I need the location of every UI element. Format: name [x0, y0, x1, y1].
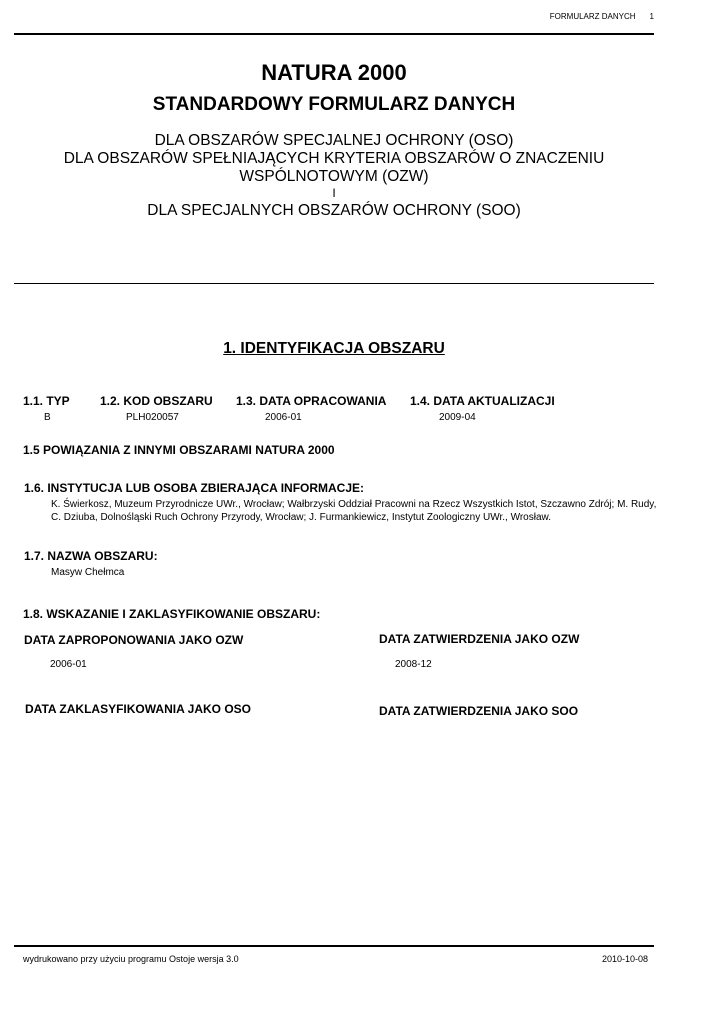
page-header	[0, 12, 654, 21]
data-opracowania-label: 1.3. DATA OPRACOWANIA	[236, 394, 387, 408]
footer-date: 2010-10-08	[601, 954, 648, 964]
data-aktualizacji-label: 1.4. DATA AKTUALIZACJI	[410, 394, 555, 408]
header-rule	[14, 33, 654, 35]
section-heading: 1. IDENTYFIKACJA OBSZARU	[223, 340, 445, 357]
kod-label: 1.2. KOD OBSZARU	[100, 394, 213, 408]
zatwierdzenia-ozw-label: DATA ZATWIERDZENIA JAKO OZW	[379, 632, 580, 646]
instytucja-label: 1.6. INSTYTUCJA LUB OSOBA ZBIERAJĄCA INFORMACJE:	[24, 481, 365, 495]
title-lines	[14, 132, 654, 220]
title-line: I	[332, 186, 336, 200]
footer-rule	[14, 945, 654, 947]
typ-label: 1.1. TYP	[23, 394, 70, 408]
title-line: WSPÓLNOTOWYM (OZW)	[239, 168, 429, 185]
powiazania-label: 1.5 POWIĄZANIA Z INNYMI OBSZARAMI NATURA 2000	[23, 443, 335, 457]
footer-program: wydrukowano przy użyciu programu Ostoje wersja 3.0	[23, 954, 239, 964]
subtitle: STANDARDOWY FORMULARZ DANYCH	[152, 94, 516, 115]
nazwa-label: 1.7. NAZWA OBSZARU:	[24, 549, 158, 563]
nazwa-value: Masyw Chełmca	[51, 567, 125, 578]
title-rule	[14, 283, 654, 284]
wskazanie-label: 1.8. WSKAZANIE I ZAKLASYFIKOWANIE OBSZARU:	[23, 607, 321, 621]
page-number: 1	[649, 12, 654, 21]
zatwierdzenia-ozw-value: 2008-12	[395, 659, 432, 670]
zatwierdzenia-soo-label: DATA ZATWIERDZENIA JAKO SOO	[379, 704, 579, 718]
header-title: FORMULARZ DANYCH	[549, 12, 636, 21]
kod-value: PLH020057	[126, 412, 179, 423]
title-line: DLA OBSZARÓW SPECJALNEJ OCHRONY (OSO)	[154, 132, 514, 149]
data-opracowania-value: 2006-01	[265, 412, 302, 423]
title-line: DLA SPECJALNYCH OBSZARÓW OCHRONY (SOO)	[147, 202, 521, 219]
main-title: NATURA 2000	[261, 60, 407, 85]
zaklasyfikowania-oso-label: DATA ZAKLASYFIKOWANIA JAKO OSO	[25, 702, 251, 716]
instytucja-value: K. Świerkosz, Muzeum Przyrodnicze UWr., Wrocław; Wałbrzyski Oddział Pracowni na Rzecz Wszystkich Istot, Szczawno Zdrój; M. Rudy, C. Dziuba, Dolnośląski Ruch Ochrony Przyrody, Wrocław; J. Furmankiewicz, Instytut Zoologiczny UWr., Wrosław.	[51, 499, 657, 523]
typ-value: B	[44, 412, 51, 423]
data-aktualizacji-value: 2009-04	[439, 412, 476, 423]
title-line: DLA OBSZARÓW SPEŁNIAJĄCYCH KRYTERIA OBSZARÓW O ZNACZENIU	[63, 150, 605, 167]
proponowania-ozw-value: 2006-01	[50, 659, 87, 670]
proponowania-ozw-label: DATA ZAPROPONOWANIA JAKO OZW	[24, 633, 244, 647]
